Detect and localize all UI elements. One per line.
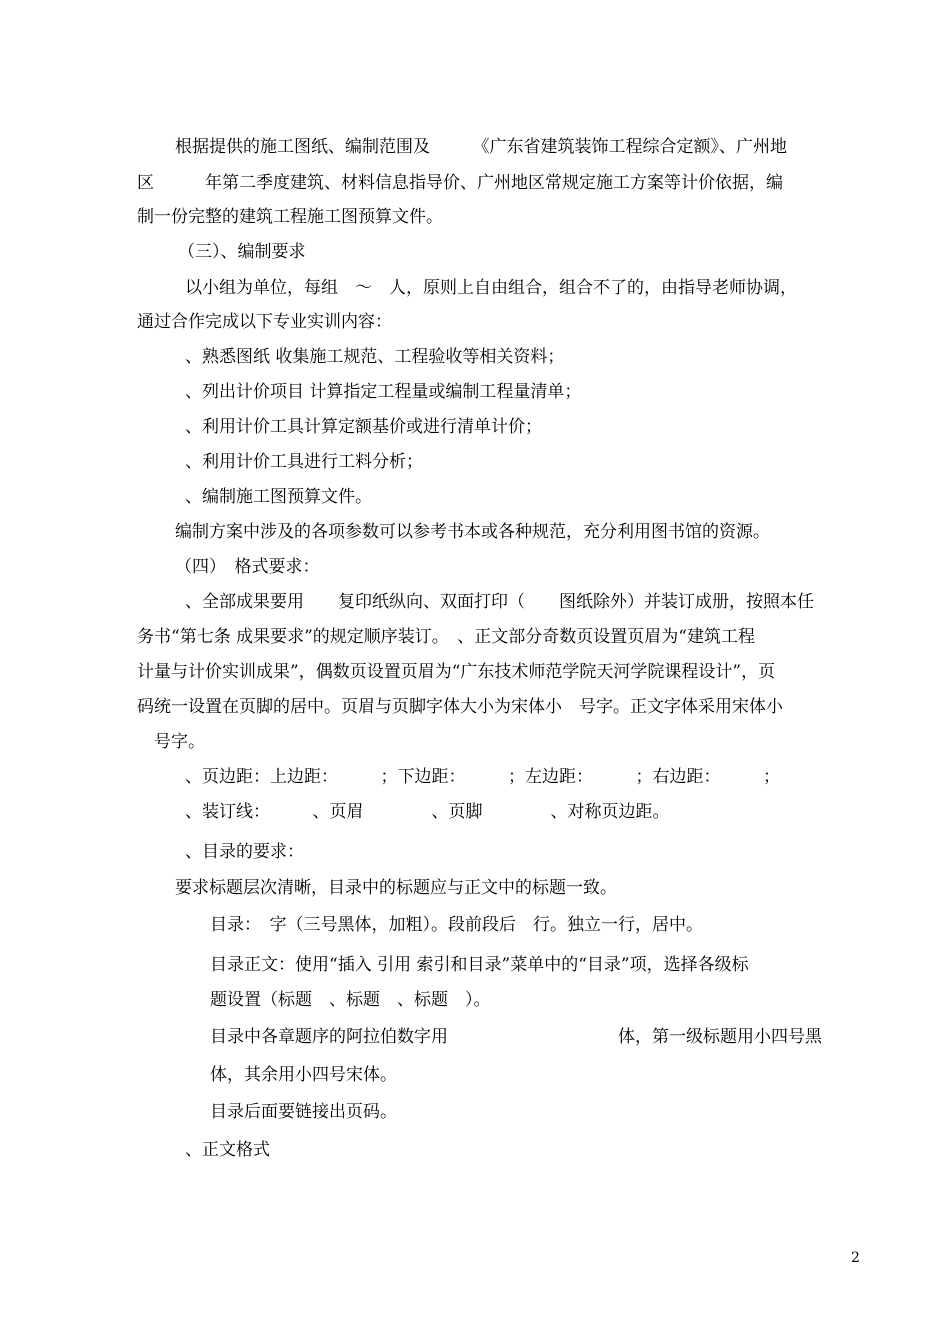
sub-item: 目录： 字（三号黑体，加粗）。段前段后 行。独立一行，居中。	[210, 915, 703, 935]
sub-item: 目录中各章题序的阿拉伯数字用 体，第一级标题用小四号黑	[210, 1027, 822, 1047]
text-line: 码统一设置在页脚的居中。页眉与页脚字体大小为宋体小 号字。正文字体采用宋体小	[137, 697, 783, 717]
text-line: 号字。	[137, 732, 205, 752]
list-item: 、熟悉图纸 收集施工规范、工程验收等相关资料；	[185, 347, 565, 367]
list-item: 、编制施工图预算文件。	[185, 487, 372, 507]
sub-item: 体，其余用小四号宋体。	[210, 1065, 397, 1085]
list-item: 、装订线： 、页眉 、页脚 、对称页边距。	[185, 802, 670, 822]
list-item: 、目录的要求：	[185, 842, 304, 862]
list-item: 、利用计价工具进行工料分析；	[185, 452, 423, 472]
sub-item: 目录后面要链接出页码。	[210, 1102, 397, 1122]
list-item: 、利用计价工具计算定额基价或进行清单计价；	[185, 417, 542, 437]
text-line: 以小组为单位，每组 ～ 人，原则上自由组合，组合不了的，由指导老师协调，	[185, 278, 797, 298]
section-heading: （四） 格式要求：	[175, 557, 320, 577]
list-item: 、全部成果要用 复印纸纵向、双面打印（ 图纸除外）并装订成册，按照本任	[185, 592, 814, 612]
text-line: 务书“第七条 成果要求”的规定顺序装订。 、正文部分奇数页设置页眉为“建筑工程	[137, 627, 755, 647]
list-item: 、列出计价项目 计算指定工程量或编制工程量清单；	[185, 382, 582, 402]
text-line: 计量与计价实训成果”，偶数页设置页眉为“广东技术师范学院天河学院课程设计”，页	[137, 662, 776, 682]
text-line: 根据提供的施工图纸、编制范围及 《广东省建筑装饰工程综合定额》、广州地	[175, 137, 787, 157]
sub-item: 目录正文：使用“插入 引用 索引和目录”菜单中的“目录”项，选择各级标	[210, 955, 749, 975]
section-heading: （三）、编制要求	[178, 242, 306, 262]
sub-item: 题设置（标题 、标题 、标题 ）。	[210, 990, 491, 1010]
text-line: 要求标题层次清晰，目录中的标题应与正文中的标题一致。	[175, 878, 617, 898]
text-line: 编制方案中涉及的各项参数可以参考书本或各种规范，充分利用图书馆的资源。	[175, 522, 770, 542]
list-item: 、正文格式	[185, 1140, 270, 1160]
page-number: 2	[851, 1250, 860, 1266]
text-line: 区 年第二季度建筑、材料信息指导价、广州地区常规定施工方案等计价依据，编	[137, 173, 783, 193]
text-line: 通过合作完成以下专业实训内容：	[137, 312, 392, 332]
list-item: 、页边距：上边距： ；下边距： ；左边距： ；右边距： ；	[185, 767, 780, 787]
text-line: 制一份完整的建筑工程施工图预算文件。	[137, 207, 443, 227]
